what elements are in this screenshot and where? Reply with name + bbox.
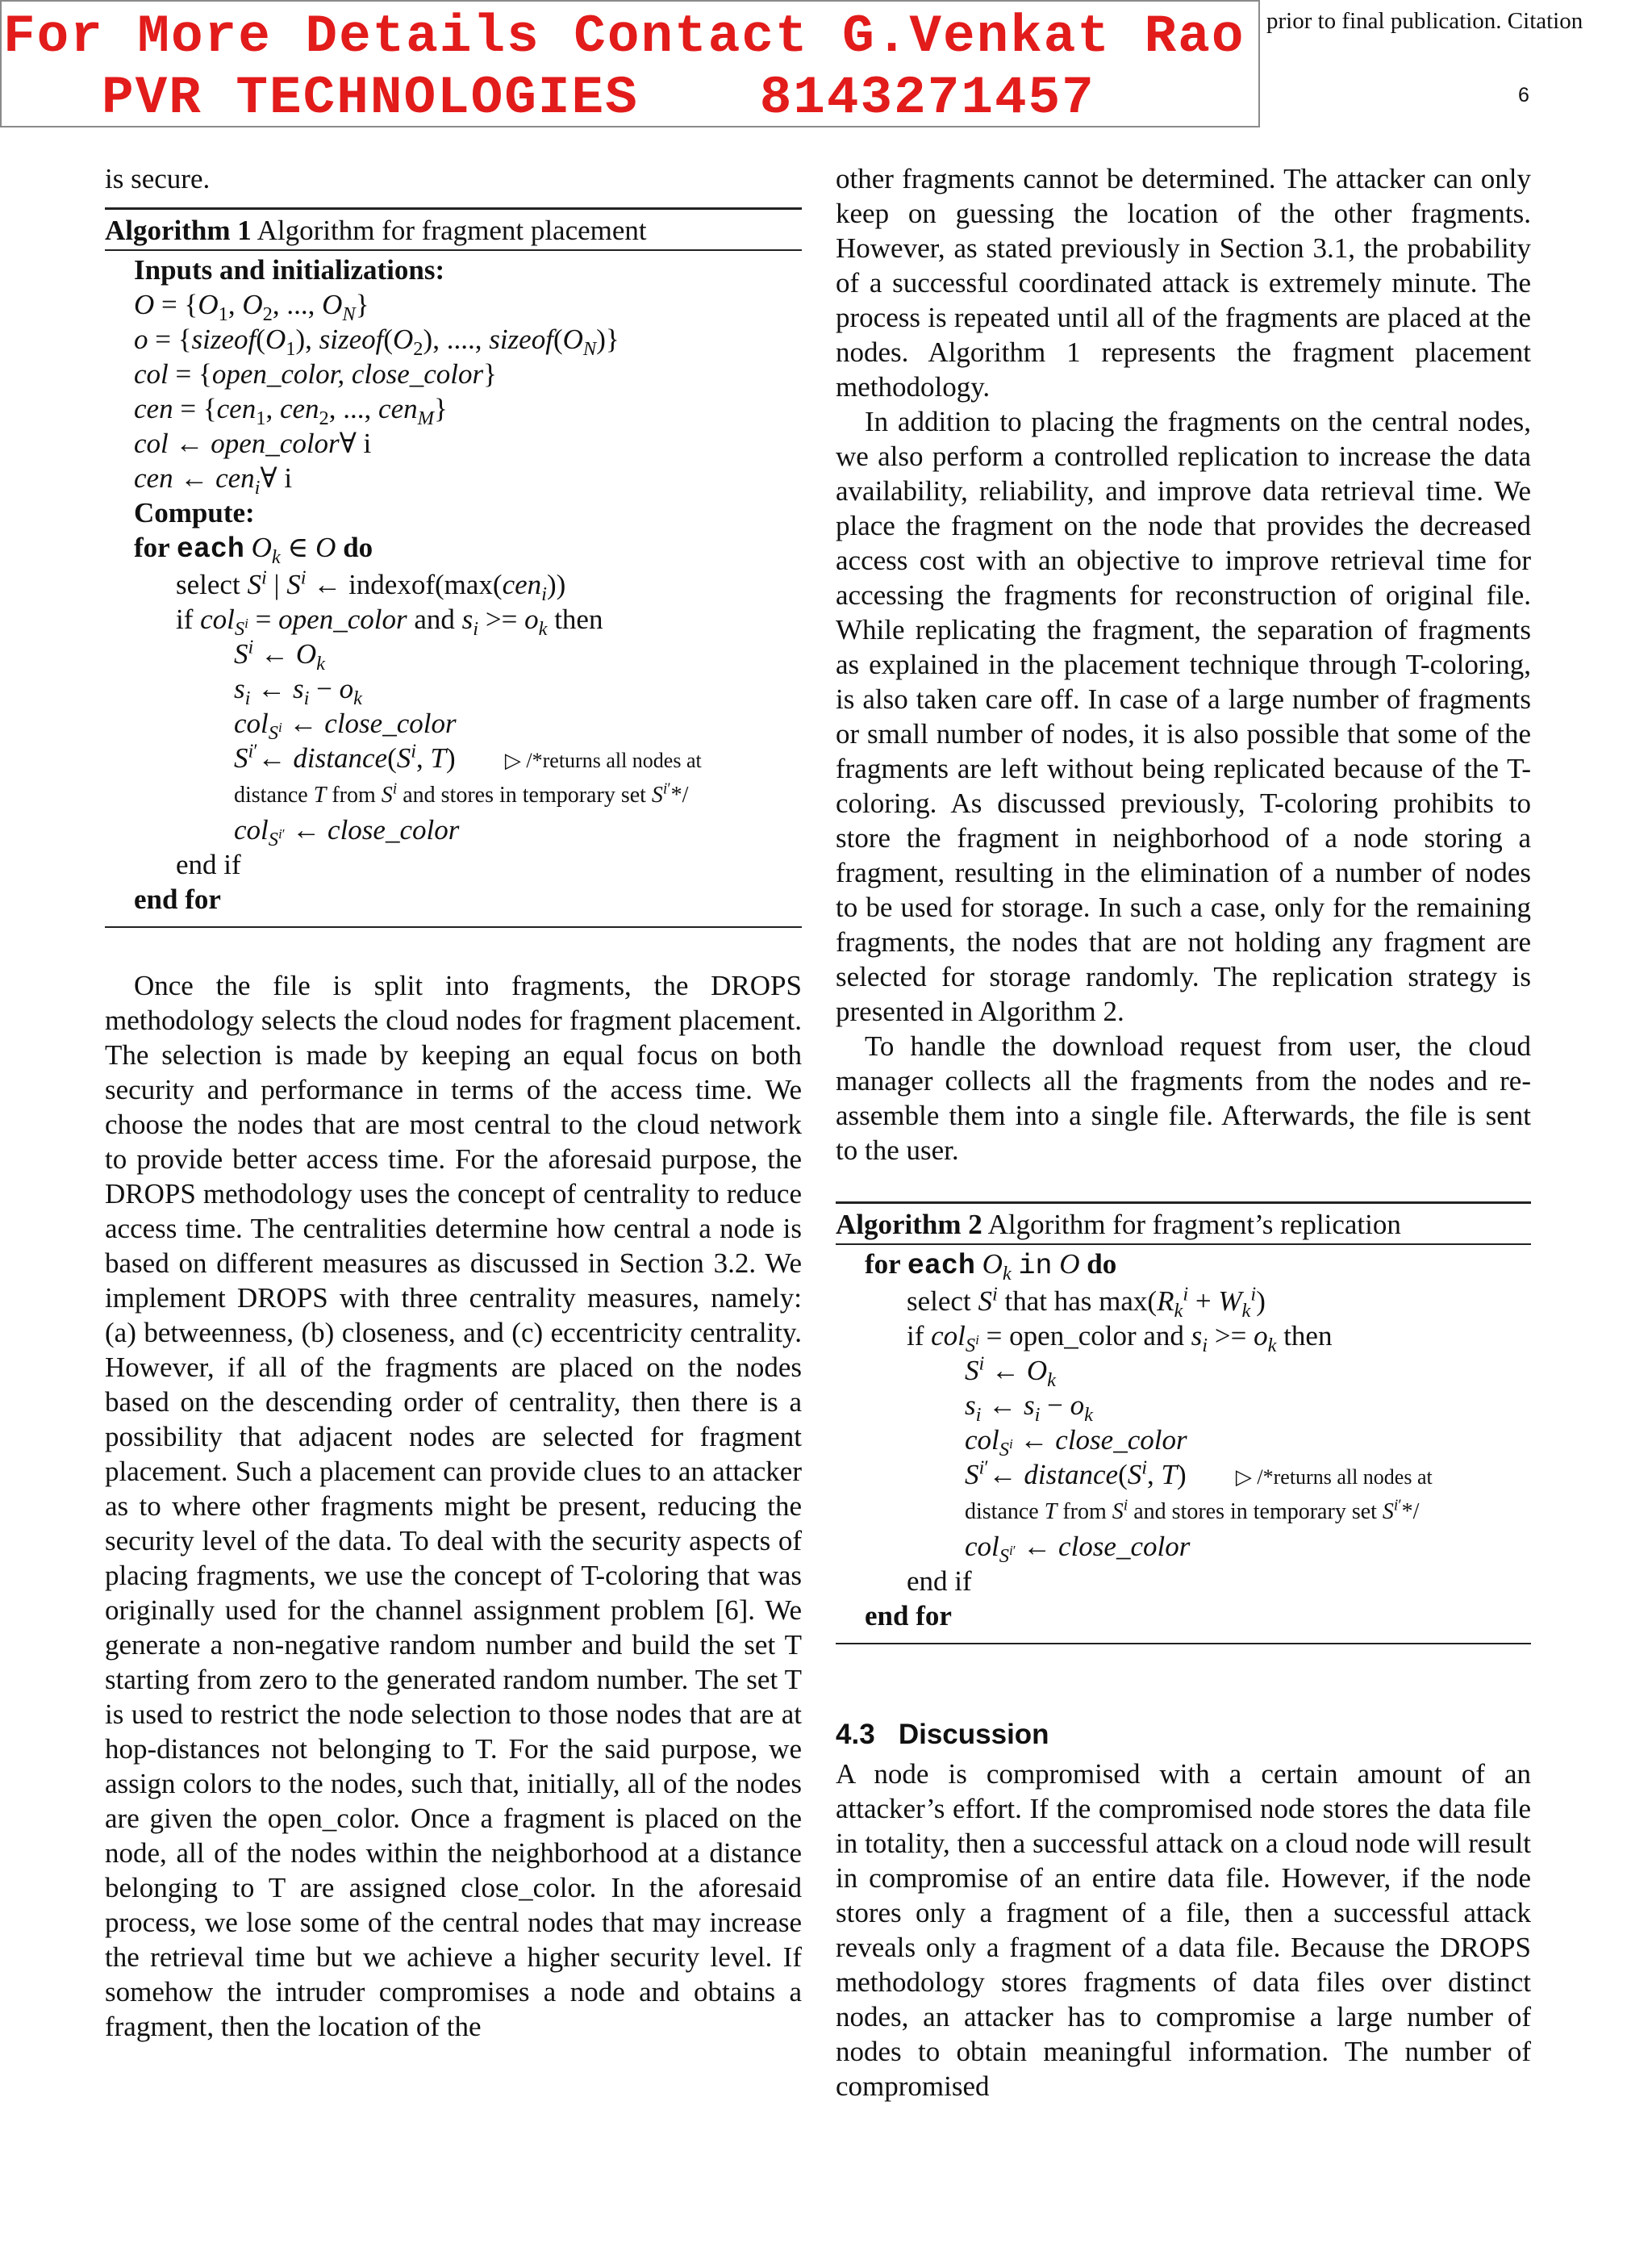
algo-line: $S^{i'}\leftarrow$ $distance(S^i$, T) ▷ /*returns all nodes at: [234, 740, 702, 774]
algo-line: select $S^i$ that has $\max(R_k^i + W_k^i)$: [907, 1283, 1266, 1322]
algo-line: $s_i$ ← $s_i - o_k$: [965, 1389, 1093, 1426]
body-paragraph: Once the file is split into fragments, the DROPS methodology selects the cloud nodes for fragment placement. The selection is made by keeping an equal focus on both security and performance in terms of the access time. We choose the nodes that are most central to the cloud network to provide better access time. For the aforesaid purpose, the DROPS methodology uses the concept of centrality to reduce access time. The centralities determine how central a node is based on different measures as discussed in Section 3.2. We implement DROPS with three centrality measures, namely: (a) betweenness, (b) closeness, and (c) eccentricity centrality. However, if all of the fragments are placed on the nodes based on the descending order of centrality, then there is a possibility that adjacent nodes are selected for fragment placement. Such a placement can provide clues to an attacker as to where other fragments might be present, reducing the security level of the data. To deal with the security aspects of placing fragments, we use the concept of T-coloring that was originally used for the channel assignment problem [6]. We generate a non-negative random number and build the set T starting from zero to the generated random number. The set T is used to restrict the node selection to those nodes that are at hop-distances not belonging to T. For the said purpose, we assign colors to the nodes, such that, initially, all of the nodes are given the open_color. Once a fragment is placed on the node, all of the nodes within the neighborhood at a distance belonging to T are assigned close_color. In the aforesaid process, we lose some of the central nodes that may increase the retrieval time but we achieve a higher security level. If somehow the intruder compromises a node and obtains a fragment, then the location of the: [105, 970, 802, 2042]
right-column: [836, 161, 1531, 2104]
algorithm-2-body: [836, 1245, 1531, 1643]
algo-line: col$_{S^{i'}}$ ← close_color: [965, 1531, 1191, 1567]
banner-phone: 8143271457: [759, 68, 1095, 128]
left-column: [105, 161, 802, 2044]
banner-company-line: [102, 68, 1095, 128]
algo-line: end for: [134, 884, 221, 915]
algorithm-2-caption: Algorithm 2 Algorithm for fragment’s replication: [836, 1204, 1531, 1245]
algo-line: distance T from $S^i$ and stores in temporary set $S^{i'}*/$: [965, 1497, 1420, 1524]
algo-line: end for: [865, 1600, 952, 1631]
algorithm-1-caption: Algorithm 1 Algorithm for fragment placement: [105, 210, 802, 251]
algo-line: col$_{S^{i'}}$ ← close_color: [234, 814, 460, 850]
algo-line: col ← open_color∀ i: [134, 428, 372, 459]
algo-line: $o = \{sizeof(O_1)$, $sizeof(O_2)$, ...., $sizeof(O_N)$}: [134, 324, 620, 360]
algo-line: $s_i$ ← $s_i - o_k$: [234, 673, 362, 709]
algo-line: $S^i$ ← $O_k$: [965, 1352, 1056, 1391]
algo-line: col$_{S^i}$ ← close_color: [965, 1424, 1187, 1460]
section-heading: 4.3 Discussion: [836, 1719, 1049, 1750]
header-note: prior to final publication. Citation: [1266, 8, 1583, 34]
algo-line: cen = {cen$_1$, cen$_2$, ..., cen$_M$}: [134, 393, 448, 429]
algo-line: $S^i$ ← $O_k$: [234, 636, 325, 675]
algorithm-1-body: [105, 251, 802, 926]
body-paragraph: other fragments cannot be determined. The attacker can only keep on guessing the location of the other fragments. However, as stated previously in Section 3.1, the probability of a successful coordinated attack is extremely minute. The process is repeated until all of the fragments are placed at the nodes. Algorithm 1 represents the fragment placement methodology.: [836, 163, 1531, 403]
contact-banner: [0, 0, 1260, 127]
algo-line: col = {open_color, close_color}: [134, 358, 497, 390]
algo-line: for each $O_k$ ∈ O do: [134, 532, 373, 568]
algo-line: distance T from $S^i$ and stores in temporary set $S^{i'}*/$: [234, 780, 689, 808]
algo-line: end if: [176, 849, 241, 880]
algo-line: if col$_{S^i}$ = open_color and $s_i >= o_k$ then: [907, 1320, 1333, 1356]
algo-line: if col$_{S^i}$ = open_color and $s_i >= o_k$ then: [176, 604, 603, 640]
page-number: 6: [1518, 84, 1529, 107]
algo-line: $O = \{O_1$, $O_2$, ..., $O_N$}: [134, 289, 369, 325]
algo-line: Inputs and initializations:: [134, 254, 445, 286]
body-paragraph: A node is compromised with a certain amount of an attacker’s effort. If the compromised node stores the data file in totality, then a successful attack on a cloud node will result in compromise of an entire data file. However, if the node stores only a fragment of a file, then a successful attack reveals only a fragment of a data file. Because the DROPS methodology stores fragments of data files over distinct nodes, an attacker has to compromise a large number of nodes to obtain meaningful information. The number of compromised: [836, 1758, 1531, 2102]
algo-line: cen ← cen$_i$∀ i: [134, 462, 293, 499]
algo-line: for each $O_k$ in O do: [865, 1248, 1117, 1285]
body-paragraph: To handle the download request from user, the cloud manager collects all the fragments from the nodes and re-assemble them into a single file. Afterwards, the file is sent to the user.: [836, 1030, 1531, 1166]
algo-line: Compute:: [134, 497, 255, 528]
body-paragraph: In addition to placing the fragments on the central nodes, we also perform a controlled replication to increase the data availability, reliability, and improve data retrieval time. We place the fragment on the node that provides the decreased access cost with an objective to improve retrieval time for accessing the fragments for reconstruction of original file. While replicating the fragment, the separation of fragments as explained in the placement technique through T-coloring, is also taken care off. In case of a large number of fragments or small number of nodes, it is also possible that some of the fragments are left without being replicated because of the T-coloring. As discussed previously, T-coloring prohibits to store the fragment in neighborhood of a node storing a fragment, resulting in the elimination of a number of nodes to be used for storage. In such a case, only for the remaining fragments, the nodes that are not holding any fragment are selected for storage randomly. The replication strategy is presented in Algorithm 2.: [836, 406, 1531, 1027]
intro-text: is secure.: [105, 163, 211, 194]
algo-line: $S^{i'}\leftarrow$ $distance(S^i$, T) ▷ /*returns all nodes at: [965, 1456, 1433, 1490]
algorithm-1: [105, 207, 802, 928]
banner-company: PVR TECHNOLOGIES: [102, 68, 639, 128]
banner-contact-line: For More Details Contact G.Venkat Rao: [3, 6, 1245, 67]
algo-line: select $S^i$ | $S^i$ ← indexof(max(cen$_i$)): [176, 566, 566, 605]
algo-line: end if: [907, 1565, 972, 1597]
algorithm-2: [836, 1201, 1531, 1644]
algo-line: col$_{S^i}$ ← close_color: [234, 708, 457, 744]
